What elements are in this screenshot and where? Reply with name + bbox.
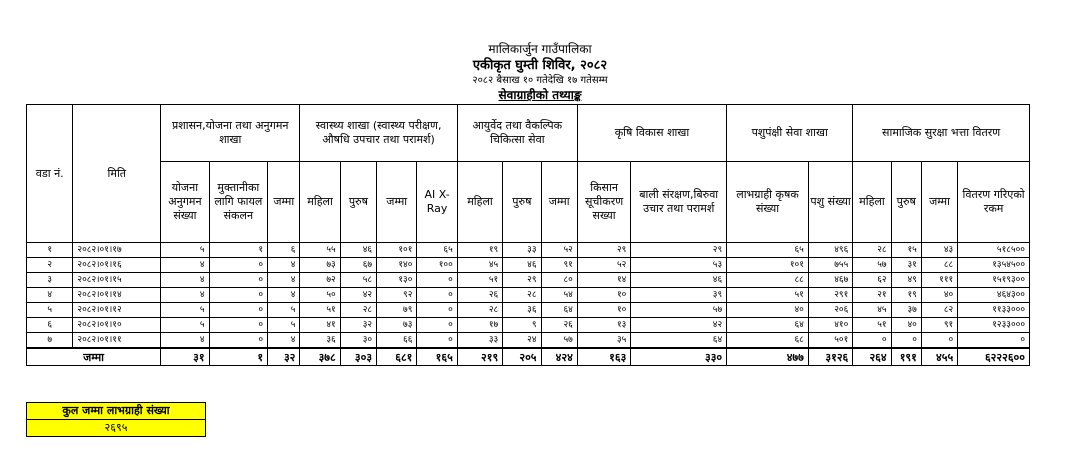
value-cell: ८२: [921, 303, 957, 318]
value-cell: १: [209, 243, 268, 258]
value-cell: ५: [161, 303, 209, 318]
value-cell: २९: [577, 243, 630, 258]
date-cell: २०८२।०१।१२: [73, 303, 161, 318]
camp-dates: २०८२ बैसाख १० गतेदेखि १७ गतेसम्म: [472, 75, 608, 86]
subheader-cell: AI X-Ray: [417, 162, 457, 243]
value-cell: २८: [503, 288, 541, 303]
total-cell: २०५: [503, 348, 541, 366]
value-cell: ४५: [853, 303, 891, 318]
table-row: [27, 288, 1030, 303]
subheader-cell: किसान सूचीकरण सख्या: [577, 162, 630, 243]
value-cell: ५०: [300, 288, 340, 303]
value-cell: ४९: [891, 273, 921, 288]
date-cell: २०८२।०१।१५: [73, 273, 161, 288]
value-cell: १४: [577, 273, 630, 288]
value-cell: ०: [417, 288, 457, 303]
subheader-cell: पुरुष: [340, 162, 376, 243]
ward-header: वडा नं.: [27, 105, 73, 243]
total-cell: २१९: [457, 348, 502, 366]
value-cell: ४: [161, 273, 209, 288]
value-cell: ५: [268, 303, 300, 318]
total-cell: ४५५: [921, 348, 957, 366]
value-cell: ६: [268, 243, 300, 258]
value-cell: ७३: [377, 318, 417, 333]
value-cell: ५४: [541, 288, 577, 303]
value-cell: ४२: [631, 318, 727, 333]
ward-cell: ४: [27, 288, 73, 303]
value-cell: ११३३०००: [958, 303, 1030, 318]
subheader-cell: जम्मा: [541, 162, 577, 243]
value-cell: ९१: [921, 318, 957, 333]
value-cell: ५१८५००: [958, 243, 1030, 258]
value-cell: ६४: [631, 333, 727, 349]
value-cell: ४६४३००: [958, 288, 1030, 303]
total-cell: ३०३: [340, 348, 376, 366]
value-cell: ५: [161, 318, 209, 333]
value-cell: २९१: [808, 288, 852, 303]
value-cell: २४: [503, 333, 541, 349]
value-cell: ०: [417, 303, 457, 318]
camp-title: एकीकृत घुम्ती शिविर, २०८२: [472, 58, 608, 73]
ward-cell: ५: [27, 303, 73, 318]
value-cell: ०: [958, 333, 1030, 349]
value-cell: ३३: [503, 243, 541, 258]
value-cell: ९: [503, 318, 541, 333]
subheader-cell: महिला: [457, 162, 502, 243]
value-cell: ४३: [921, 243, 957, 258]
value-cell: ५८: [340, 273, 376, 288]
table-row: [27, 318, 1030, 333]
subheader-cell: बाली संरक्षण,बिरुवा उचार तथा परामर्श: [631, 162, 727, 243]
service-statistics-table: [26, 104, 1030, 366]
value-cell: ४: [268, 273, 300, 288]
value-cell: ७९: [377, 303, 417, 318]
value-cell: ३१: [891, 258, 921, 273]
value-cell: २६: [541, 318, 577, 333]
value-cell: ४१: [300, 318, 340, 333]
value-cell: ०: [921, 333, 957, 349]
value-cell: २९: [631, 243, 727, 258]
value-cell: ६८: [727, 333, 809, 349]
total-cell: १६५: [417, 348, 457, 366]
value-cell: ५: [268, 318, 300, 333]
value-cell: ५: [161, 243, 209, 258]
value-cell: ४६: [631, 273, 727, 288]
date-cell: २०८२।०१।१७: [73, 243, 161, 258]
total-cell: १९१: [891, 348, 921, 366]
table-row: [27, 303, 1030, 318]
total-beneficiaries-value: २६९५: [104, 421, 128, 434]
value-cell: १३५४५००: [958, 258, 1030, 273]
value-cell: २८: [853, 243, 891, 258]
value-cell: ५१: [727, 288, 809, 303]
ward-cell: ७: [27, 333, 73, 349]
subheader-cell: पुरुष: [503, 162, 541, 243]
value-cell: ८०: [541, 273, 577, 288]
value-cell: ६४: [541, 303, 577, 318]
value-cell: १५१९३००: [958, 273, 1030, 288]
value-cell: ०: [209, 318, 268, 333]
group-agriculture: कृषि विकास शाखा: [577, 105, 726, 162]
subheader-cell: पुरुष: [891, 162, 921, 243]
table-title: सेवाग्राहीको तथ्याङ्क: [498, 88, 582, 102]
value-cell: ७३: [300, 258, 340, 273]
value-cell: ३०: [340, 333, 376, 349]
subheader-cell: जम्मा: [268, 162, 300, 243]
value-cell: ४६: [340, 243, 376, 258]
value-cell: ०: [417, 273, 457, 288]
value-cell: ४६७: [808, 273, 852, 288]
value-cell: ७२: [300, 273, 340, 288]
subheader-cell: लाभग्राही कृषक संख्या: [727, 162, 809, 243]
value-cell: ५३: [631, 258, 727, 273]
value-cell: ३६: [503, 303, 541, 318]
date-header: मिति: [73, 105, 161, 243]
value-cell: १४०: [377, 258, 417, 273]
table-row: [27, 243, 1030, 258]
value-cell: २१: [853, 288, 891, 303]
value-cell: ६७: [340, 258, 376, 273]
total-beneficiaries-label: कुल जम्मा लाभग्राही संख्या: [27, 403, 205, 420]
totals-row: [27, 348, 1030, 366]
value-cell: ४: [268, 333, 300, 349]
value-cell: ०: [209, 258, 268, 273]
value-cell: ५७: [631, 303, 727, 318]
value-cell: ९१: [541, 258, 577, 273]
value-cell: ४: [161, 288, 209, 303]
value-cell: ४९६: [808, 243, 852, 258]
value-cell: ०: [209, 288, 268, 303]
value-cell: १३: [577, 318, 630, 333]
total-cell: १६३: [577, 348, 630, 366]
ward-cell: २: [27, 258, 73, 273]
value-cell: ५५: [300, 243, 340, 258]
date-cell: २०८२।०१।११: [73, 333, 161, 349]
table-row: [27, 273, 1030, 288]
date-cell: २०८२।०१।१४: [73, 288, 161, 303]
value-cell: १०१: [377, 243, 417, 258]
subheader-cell: पशु संख्या: [808, 162, 852, 243]
value-cell: ५७: [541, 333, 577, 349]
value-cell: ३७: [891, 303, 921, 318]
value-cell: ४: [268, 288, 300, 303]
total-beneficiaries-box: [26, 402, 206, 437]
date-cell: २०८२।०१।१०: [73, 318, 161, 333]
value-cell: ६२: [853, 273, 891, 288]
value-cell: ४०: [891, 318, 921, 333]
value-cell: ३९: [631, 288, 727, 303]
value-cell: ३२: [340, 318, 376, 333]
value-cell: ४१०: [808, 318, 852, 333]
value-cell: ७५५: [808, 258, 852, 273]
group-social-security: सामाजिक सुरक्षा भत्ता वितरण: [853, 105, 1030, 162]
date-cell: २०८२।०१।१६: [73, 258, 161, 273]
subheader-cell: योजना अनुगमन संख्या: [161, 162, 209, 243]
total-cell: ४२४: [541, 348, 577, 366]
value-cell: १००: [417, 258, 457, 273]
value-cell: २८: [457, 303, 502, 318]
value-cell: १०: [577, 288, 630, 303]
subheader-cell: वितरण गरिएको रकम: [958, 162, 1030, 243]
total-cell: ३७८: [300, 348, 340, 366]
total-cell: ३१२६: [808, 348, 852, 366]
subheader-cell: जम्मा: [921, 162, 957, 243]
total-cell: १: [209, 348, 268, 366]
value-cell: ०: [209, 303, 268, 318]
value-cell: ६४: [727, 318, 809, 333]
value-cell: ३३: [457, 333, 502, 349]
total-cell: ६२२२६००: [958, 348, 1030, 366]
value-cell: ०: [417, 333, 457, 349]
value-cell: ४: [161, 333, 209, 349]
ward-cell: १: [27, 243, 73, 258]
group-health: स्वास्थ्य शाखा (स्वास्थ्य परीक्षण, औषधि उपचार तथा परामर्श): [300, 105, 457, 162]
value-cell: २८: [340, 303, 376, 318]
value-cell: ६५: [727, 243, 809, 258]
value-cell: ६६: [377, 333, 417, 349]
table-row: [27, 258, 1030, 273]
value-cell: ०: [891, 333, 921, 349]
total-cell: ४७७: [727, 348, 809, 366]
total-cell: २६४: [853, 348, 891, 366]
totals-label: जम्मा: [27, 348, 161, 366]
value-cell: ४०: [727, 303, 809, 318]
total-cell: ३१: [161, 348, 209, 366]
value-cell: ८८: [921, 258, 957, 273]
value-cell: ४२: [340, 288, 376, 303]
value-cell: १२३३०००: [958, 318, 1030, 333]
value-cell: १३०: [377, 273, 417, 288]
value-cell: १०: [577, 303, 630, 318]
value-cell: ४: [268, 258, 300, 273]
total-cell: ६८१: [377, 348, 417, 366]
value-cell: ३६: [300, 333, 340, 349]
subheader-cell: जम्मा: [377, 162, 417, 243]
value-cell: ५१: [853, 318, 891, 333]
value-cell: १०१: [727, 258, 809, 273]
municipality-name: मालिकार्जुन गाउँपालिका: [488, 42, 592, 56]
value-cell: १११: [921, 273, 957, 288]
value-cell: ५२: [577, 258, 630, 273]
ward-cell: ६: [27, 318, 73, 333]
group-ayurveda: आयुर्वेद तथा वैकल्पिक चिकित्सा सेवा: [457, 105, 577, 162]
ward-cell: ३: [27, 273, 73, 288]
value-cell: २६: [457, 288, 502, 303]
value-cell: ४५: [457, 258, 502, 273]
value-cell: ५०१: [808, 333, 852, 349]
value-cell: १९: [457, 243, 502, 258]
subheader-cell: महिला: [853, 162, 891, 243]
value-cell: ०: [853, 333, 891, 349]
total-cell: ३२: [268, 348, 300, 366]
value-cell: १७: [457, 318, 502, 333]
value-cell: ८८: [727, 273, 809, 288]
value-cell: २०६: [808, 303, 852, 318]
subheader-cell: मुक्तानीका लागि फायल संकलन: [209, 162, 268, 243]
value-cell: ५२: [541, 243, 577, 258]
value-cell: ३५: [577, 333, 630, 349]
value-cell: ५१: [457, 273, 502, 288]
value-cell: २९: [503, 273, 541, 288]
value-cell: ९२: [377, 288, 417, 303]
total-cell: ३३०: [631, 348, 727, 366]
value-cell: ६५: [417, 243, 457, 258]
value-cell: ०: [209, 273, 268, 288]
value-cell: १९: [891, 288, 921, 303]
value-cell: ४०: [921, 288, 957, 303]
value-cell: ४: [161, 258, 209, 273]
group-livestock: पशुपंक्षी सेवा शाखा: [727, 105, 853, 162]
value-cell: ४६: [503, 258, 541, 273]
value-cell: ०: [417, 318, 457, 333]
value-cell: १५: [891, 243, 921, 258]
value-cell: ५१: [300, 303, 340, 318]
table-row: [27, 333, 1030, 349]
value-cell: ०: [209, 333, 268, 349]
value-cell: ५७: [853, 258, 891, 273]
group-admin: प्रशासन,योजना तथा अनुगमन शाखा: [161, 105, 300, 162]
subheader-cell: महिला: [300, 162, 340, 243]
